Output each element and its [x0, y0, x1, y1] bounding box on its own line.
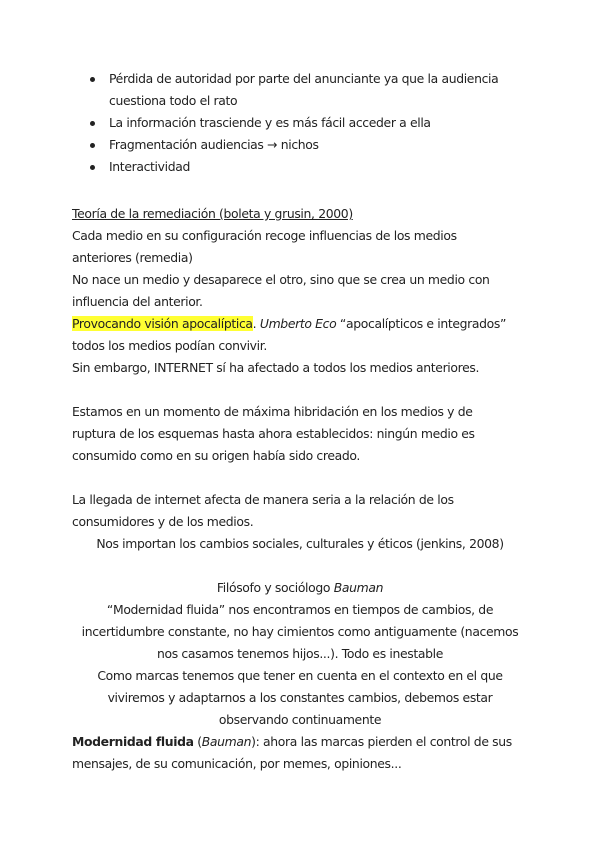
- text: (: [193, 734, 202, 749]
- centered-line: nos casamos tenemos hijos...). Todo es inestable: [156, 646, 444, 661]
- section-heading: Teoría de la remediación (boleta y grusin, 2000): [72, 206, 353, 221]
- centered-line: observando continuamente: [218, 712, 382, 727]
- text: .: [252, 316, 260, 331]
- text: “apocalípticos e integrados”: [336, 316, 507, 331]
- author-name: Bauman: [333, 580, 384, 595]
- text: ): ahora las marcas pierden el control de sus: [251, 734, 512, 749]
- list-item: [72, 68, 528, 112]
- list-item-text: cuestiona todo el rato: [109, 93, 238, 108]
- bullet-list: [72, 68, 528, 178]
- paragraph-line: ruptura de los esquemas hasta ahora establecidos: ningún medio es: [72, 426, 475, 441]
- paragraph-line: mensajes, de su comunicación, por memes, opiniones...: [72, 756, 402, 771]
- text: Filósofo y sociólogo: [216, 580, 334, 595]
- highlighted-text: Provocando visión apocalíptica: [72, 316, 253, 331]
- author-name: Umberto Eco: [259, 316, 337, 331]
- list-item-text: Fragmentación audiencias → nichos: [109, 137, 319, 152]
- paragraph-line: Sin embargo, INTERNET sí ha afectado a todos los medios anteriores.: [72, 360, 480, 375]
- bauman-section: [72, 577, 528, 775]
- internet-paragraph: [72, 489, 528, 555]
- list-item: [72, 134, 528, 156]
- paragraph-line: No nace un medio y desaparece el otro, sino que se crea un medio con: [72, 272, 490, 287]
- centered-line: Nos importan los cambios sociales, culturales y éticos (jenkins, 2008): [96, 536, 504, 551]
- centered-line: Como marcas tenemos que tener en cuenta en el contexto en el que: [97, 668, 503, 683]
- paragraph-line: Cada medio en su configuración recoge influencias de los medios: [72, 228, 457, 243]
- paragraph-line: [72, 313, 528, 335]
- list-item-text: Pérdida de autoridad por parte del anunciante ya que la audiencia: [109, 71, 499, 86]
- bullet-icon: [90, 143, 95, 148]
- list-item-text: Interactividad: [109, 159, 190, 174]
- bold-term: Modernidad fluida: [72, 734, 194, 749]
- paragraph-line: [72, 731, 528, 753]
- centered-title: [72, 577, 528, 599]
- paragraph-line: consumidores y de los medios.: [72, 514, 254, 529]
- bullet-icon: [90, 121, 95, 126]
- author-name: Bauman: [201, 734, 252, 749]
- paragraph-line: influencia del anterior.: [72, 294, 203, 309]
- centered-line: viviremos y adaptarnos a los constantes cambios, debemos estar: [107, 690, 493, 705]
- paragraph-line: Estamos en un momento de máxima hibridación en los medios y de: [72, 404, 473, 419]
- bullet-icon: [90, 77, 95, 82]
- list-item: [72, 156, 528, 178]
- centered-line: incertidumbre constante, no hay cimientos como antiguamente (nacemos: [81, 624, 519, 639]
- centered-line: “Modernidad fluida” nos encontramos en tiempos de cambios, de: [106, 602, 494, 617]
- paragraph-line: todos los medios podían convivir.: [72, 338, 267, 353]
- list-item-text: La información trasciende y es más fácil acceder a ella: [109, 115, 431, 130]
- paragraph-line: consumido como en su origen había sido creado.: [72, 448, 360, 463]
- remediation-section: [72, 203, 528, 379]
- paragraph-line: La llegada de internet afecta de manera seria a la relación de los: [72, 492, 454, 507]
- list-item: [72, 112, 528, 134]
- hybrid-paragraph: [72, 401, 528, 467]
- bullet-icon: [90, 165, 95, 170]
- paragraph-line: anteriores (remedia): [72, 250, 193, 265]
